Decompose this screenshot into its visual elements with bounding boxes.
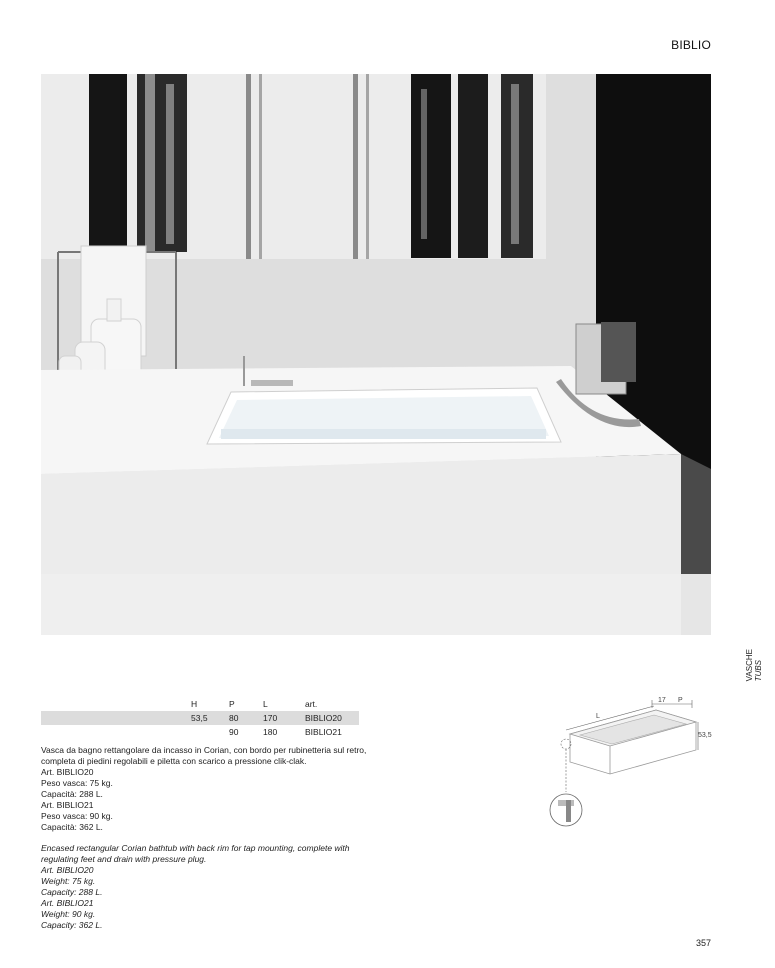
product-photo bbox=[41, 74, 711, 635]
spec-header-row bbox=[41, 697, 359, 711]
dim-l: L bbox=[596, 713, 600, 720]
dim-h: 53,5 bbox=[698, 732, 712, 739]
spec-line: Peso vasca: 75 kg. bbox=[41, 778, 113, 788]
spec-line: Peso vasca: 90 kg. bbox=[41, 811, 113, 821]
table-row bbox=[41, 711, 359, 725]
spec-line: Art. BIBLIO21 bbox=[41, 800, 94, 810]
category-en: TUBS bbox=[754, 659, 763, 682]
category-tag bbox=[745, 649, 763, 681]
cell-art: BIBLIO20 bbox=[305, 711, 359, 725]
cell-l: 170 bbox=[263, 711, 305, 725]
page-title: BIBLIO bbox=[671, 38, 711, 52]
cell-h: 53,5 bbox=[191, 711, 229, 725]
description-text: Vasca da bagno rettangolare da incasso in Corian, con bordo per rubinetteria sul retro, completa di piedini regolabili e piletta con scarico a pressione clik-clak. bbox=[41, 745, 367, 766]
category-it: VASCHE bbox=[745, 649, 754, 682]
spec-line: Art. BIBLIO21 bbox=[41, 898, 94, 908]
spec-line: Capacity: 362 L. bbox=[41, 920, 103, 930]
spec-line: Capacità: 288 L. bbox=[41, 789, 103, 799]
header-p: P bbox=[229, 699, 235, 709]
technical-drawing bbox=[548, 692, 718, 832]
spec-line: Capacità: 362 L. bbox=[41, 822, 103, 832]
description-text: Encased rectangular Corian bathtub with back rim for tap mounting, complete with regulating feet and drain with pressure plug. bbox=[41, 843, 350, 864]
cell-p: 90 bbox=[229, 727, 239, 737]
page-number: 357 bbox=[695, 938, 711, 948]
dim-p: P bbox=[678, 697, 683, 704]
cell-p: 80 bbox=[229, 711, 263, 725]
header-l: L bbox=[263, 699, 268, 709]
dim-17: 17 bbox=[658, 697, 666, 704]
spec-line: Weight: 75 kg. bbox=[41, 876, 96, 886]
spec-line: Capacity: 288 L. bbox=[41, 887, 103, 897]
spec-table bbox=[41, 697, 359, 739]
cell-l: 180 bbox=[263, 727, 278, 737]
cell-h bbox=[191, 725, 229, 739]
description-italian bbox=[41, 745, 371, 833]
spec-line: Art. BIBLIO20 bbox=[41, 865, 94, 875]
header-h: H bbox=[191, 699, 198, 709]
cell-art: BIBLIO21 bbox=[305, 727, 342, 737]
header-art: art. bbox=[305, 699, 318, 709]
table-row bbox=[41, 725, 359, 739]
description-english bbox=[41, 843, 371, 931]
spec-line: Weight: 90 kg. bbox=[41, 909, 96, 919]
spec-line: Art. BIBLIO20 bbox=[41, 767, 94, 777]
